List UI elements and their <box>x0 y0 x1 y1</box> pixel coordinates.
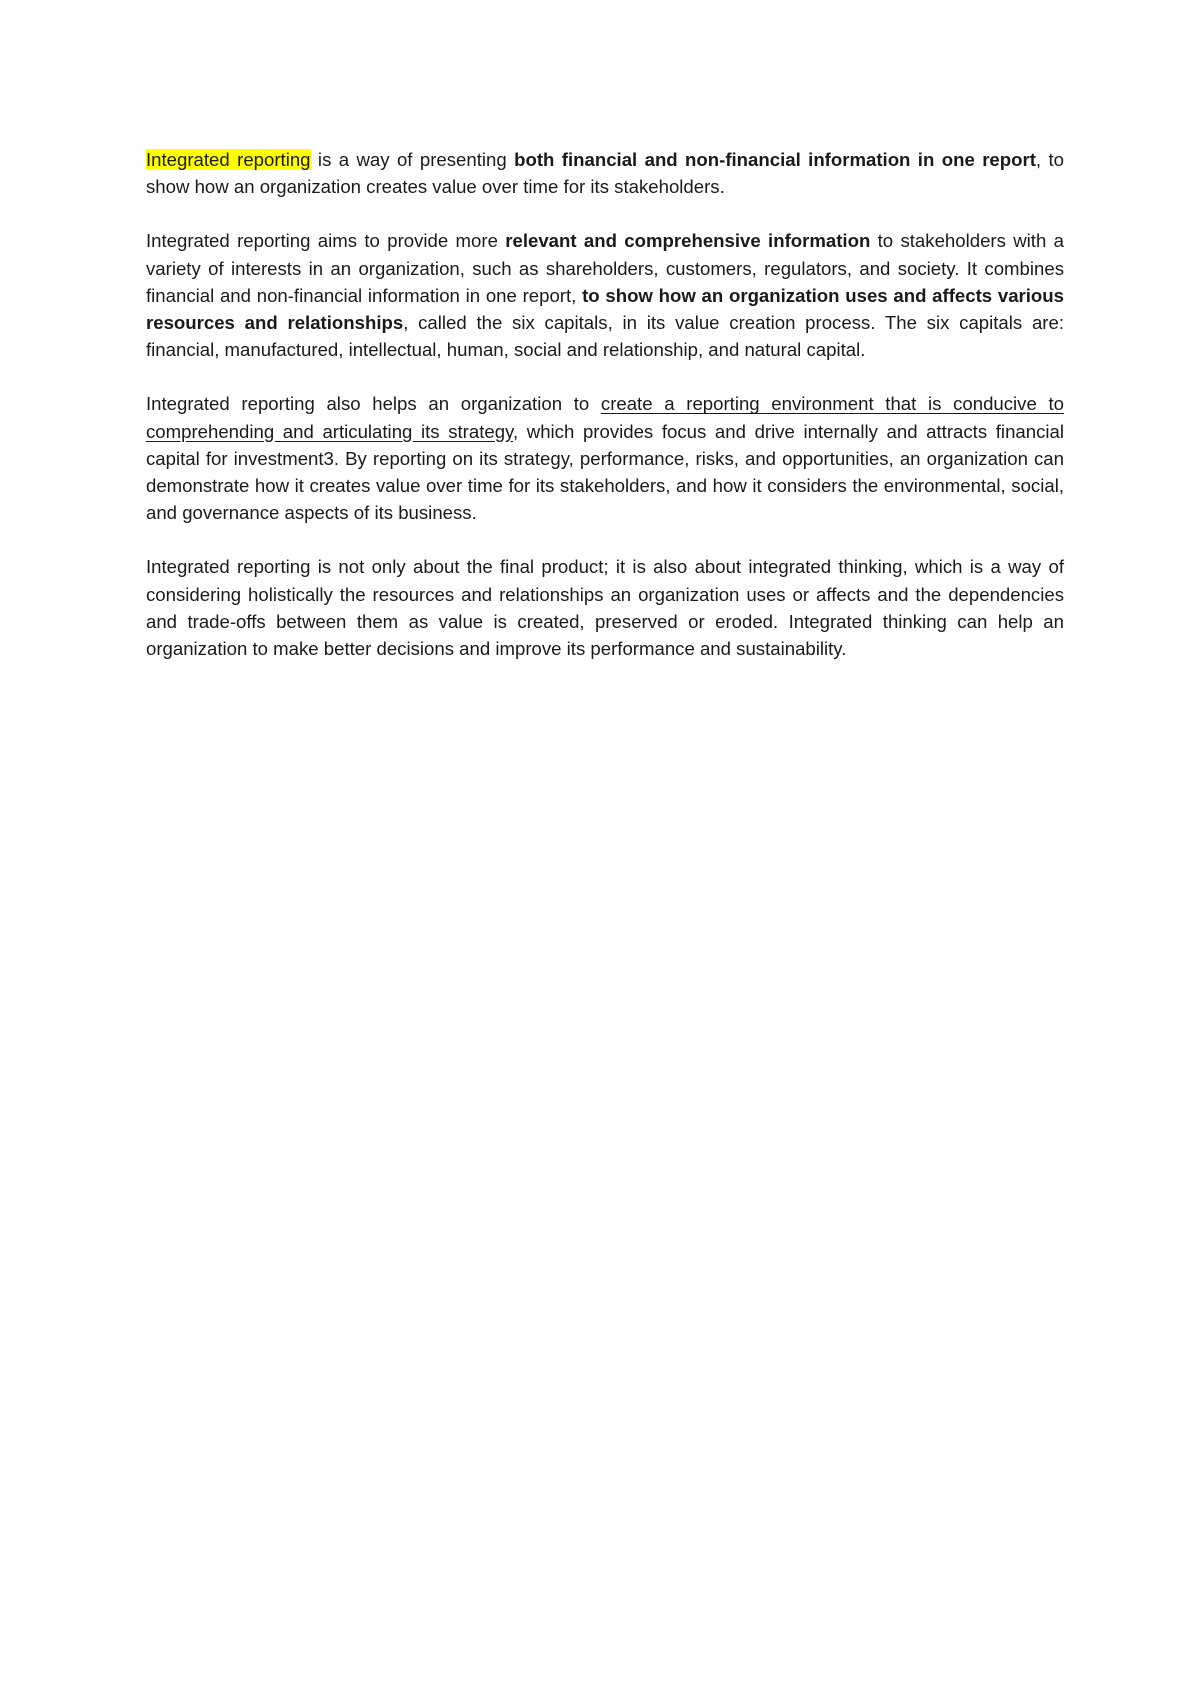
text-run: , which provides focus and drive internally and attracts financial capital for investment3. By reporting on its strategy, performance, risks, and opportunities, an organization can demonstrate how it creates value over time for its stakeholders, and how it considers the environmental, social, and governance aspects of its business. <box>146 420 1064 524</box>
bold-text: relevant and comprehensive information <box>505 230 871 252</box>
bold-text: both financial and non-financial information in one report <box>514 149 1036 170</box>
paragraph-4 <box>146 553 1064 662</box>
highlighted-term: Integrated reporting <box>146 149 311 170</box>
bold-text: to show how an organization uses and affects various resources and relationships <box>146 284 1064 334</box>
document-body <box>146 146 1064 689</box>
text-run: is a way of presenting <box>310 149 515 170</box>
paragraph-1 <box>146 146 1064 200</box>
text-run: Integrated reporting aims to provide more <box>146 230 506 252</box>
text-run: Integrated reporting is not only about the final product; it is also about integrated thinking, which is a way of considering holistically the resources and relationships an organization uses or affects and the dependencies and trade-offs between them as value is created, preserved or eroded. Integrated thinking can help an organization to make better decisions and improve its performance and sustainability. <box>146 556 1064 660</box>
text-run: to stakeholders with a variety of interests in an organization, such as shareholders, customers, regulators, and society. It combines financial and non-financial information in one report, <box>146 230 1064 306</box>
paragraph-3 <box>146 390 1064 526</box>
text-run: Integrated reporting also helps an organization to <box>146 393 601 415</box>
text-run: , to show how an organization creates value over time for its stakeholders. <box>146 149 1064 198</box>
text-run: , called the six capitals, in its value creation process. The six capitals are: financial, manufactured, intellectual, human, social and relationship, and natural capital. <box>146 312 1064 361</box>
underlined-text: create a reporting environment that is conducive to comprehending and articulating its strategy <box>146 393 1064 442</box>
paragraph-2 <box>146 227 1064 363</box>
